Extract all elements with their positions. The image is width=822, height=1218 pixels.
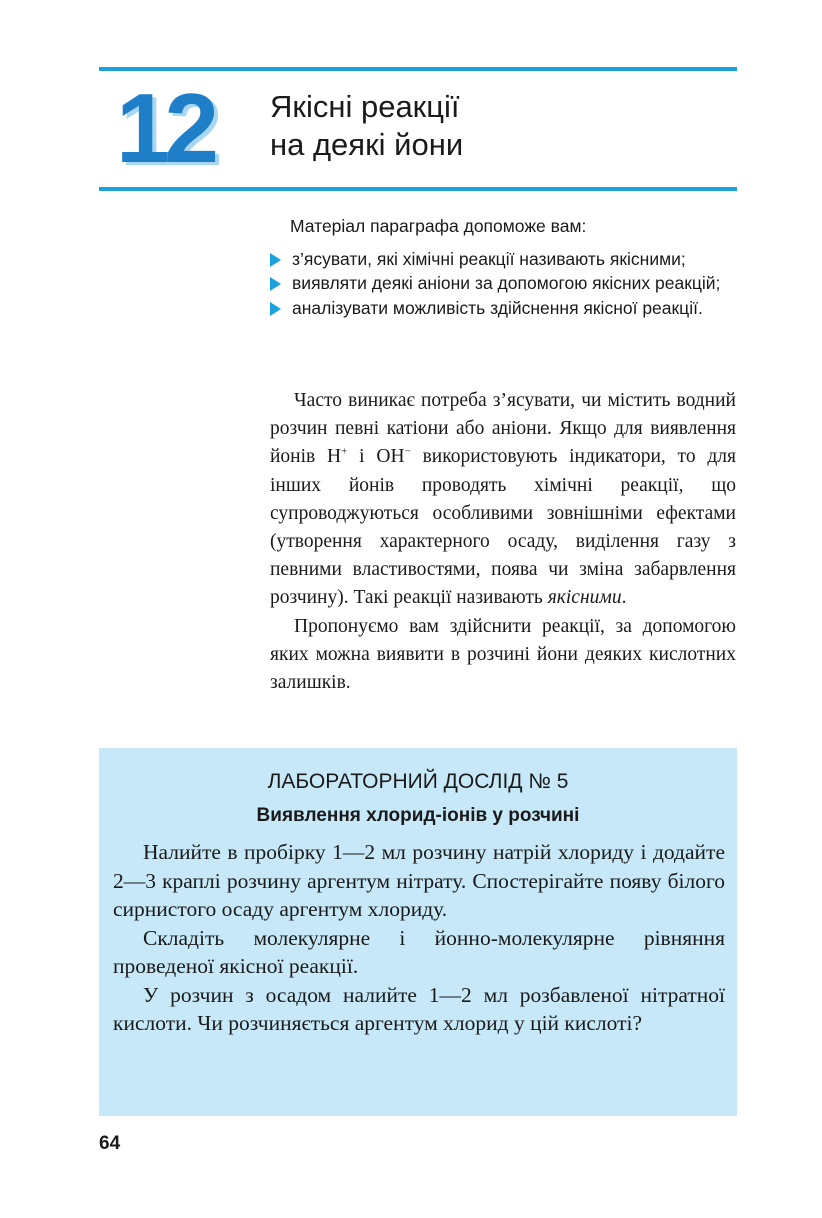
chapter-number: 12 [116, 73, 214, 183]
lab-title: ЛАБОРАТОРНИЙ ДОСЛІД № 5 [267, 770, 569, 793]
body-text [270, 387, 736, 697]
learning-goals [270, 214, 740, 320]
chevron-right-icon [270, 253, 281, 267]
chapter-title-line-1: Якісні реакції [270, 89, 460, 124]
body-paragraph-2: Пропонуємо вам здійснити реакції, за допомогою яких можна виявити в розчині йони деяких кислотних залишків. [270, 615, 736, 694]
body-paragraph-1 [270, 387, 736, 613]
lab-paragraph: Складіть молекулярне і йонно-молекулярне рівняння проведеної якісної реакції. [113, 925, 725, 978]
oh-ion-charge: − [404, 445, 411, 458]
page-number: 64 [99, 1133, 121, 1154]
body-text-segment: використовують індикатори, то для інших йонів проводять хімічні реакції, що супроводжуються особливими зовнішніми ефектами (утворення характерного осаду, виділення газу з певними властивостями, поява чи зміна забарвлення розчину). Такі реакції називають [270, 446, 736, 609]
goal-item-text: виявляти деякі аніони за допомогою якісних реакцій; [292, 273, 721, 293]
lab-paragraph: У розчин з осадом налийте 1—2 мл розбавленої нітратної кислоти. Чи розчиняється аргентум хлорид у цій кислоті? [113, 982, 725, 1035]
chapter-title [270, 88, 463, 164]
term-italic: якісними [547, 587, 622, 609]
goal-item [270, 247, 740, 272]
lab-experiment-box [99, 748, 737, 1116]
goals-heading: Матеріал параграфа допоможе вам: [290, 216, 587, 236]
h-ion-charge: + [341, 445, 348, 458]
body-text-segment: . [621, 587, 627, 609]
goal-item-text: аналізувати можливість здійснення якісної реакції. [292, 297, 703, 318]
lab-subtitle: Виявлення хлорид-іонів у розчині [256, 805, 580, 826]
goal-item [270, 271, 740, 296]
goal-item [270, 296, 740, 321]
chevron-right-icon [270, 277, 281, 291]
top-rule [99, 67, 737, 71]
body-text-segment: Часто виникає потреба з’ясувати, чи містить водний розчин певні катіони або аніони. Якщо для виявлення йонів H [270, 390, 736, 468]
body-text-segment: і OH [347, 446, 405, 468]
goals-list [270, 247, 740, 321]
goal-item-text: з’ясувати, які хімічні реакції називають якісними; [292, 248, 686, 269]
lab-paragraph: Налийте в пробірку 1—2 мл розчину натрій хлориду і додайте 2—3 краплі розчину аргентум нітрату. Спостерігайте появу білого сирнистого осаду аргентум хлориду. [113, 840, 725, 921]
chapter-title-line-2: на деякі йони [270, 127, 464, 162]
chevron-right-icon [270, 302, 281, 316]
header-bottom-rule [99, 187, 737, 191]
lab-instructions [113, 838, 725, 1038]
